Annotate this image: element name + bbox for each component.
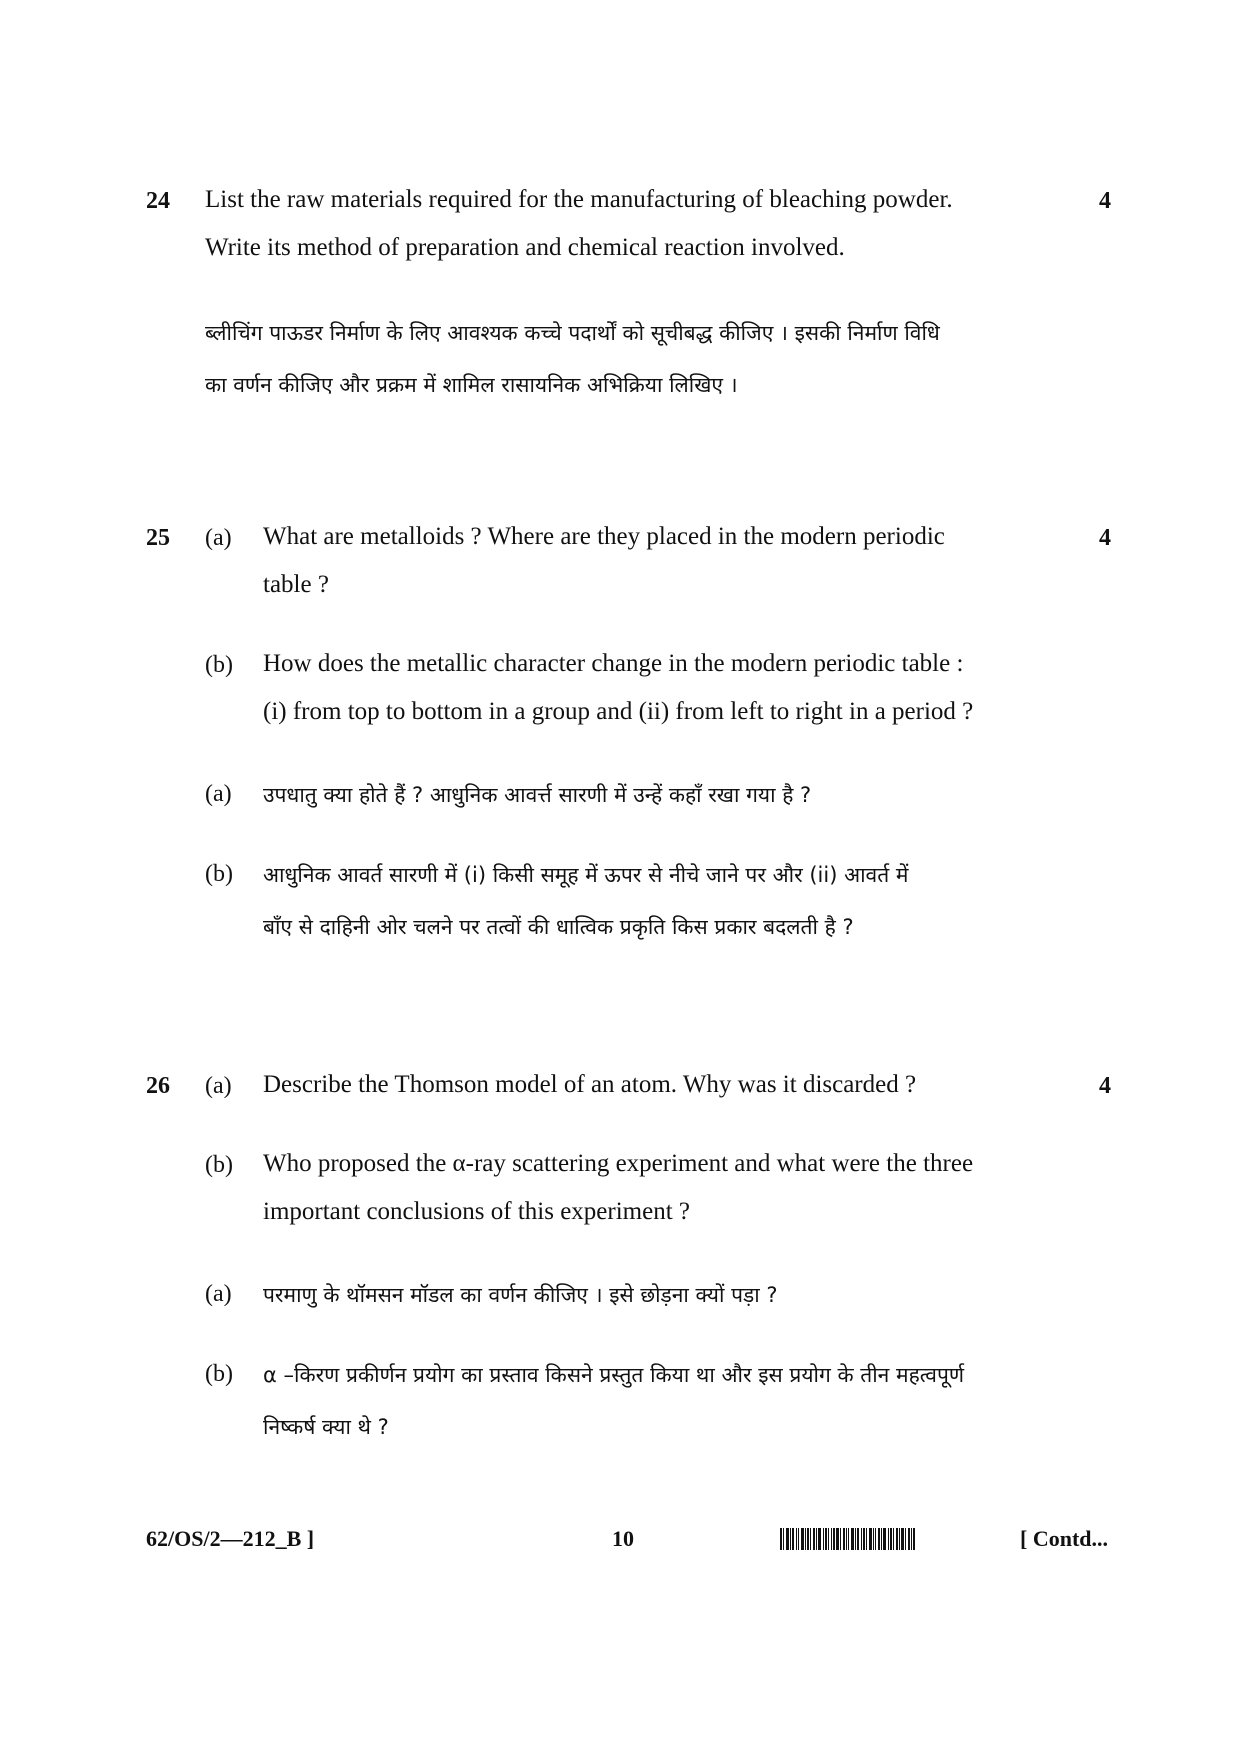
question-marks: 4 xyxy=(1099,525,1111,551)
question-text-en: List the raw materials required for the manufacturing of bleaching powder. xyxy=(205,186,953,213)
question-text-en: important conclusions of this experiment ? xyxy=(263,1198,690,1225)
question-marks: 4 xyxy=(1099,1073,1111,1099)
question-text-en: Describe the Thomson model of an atom. Why was it discarded ? xyxy=(263,1071,917,1098)
paper-code: 62/OS/2—212_B ] xyxy=(146,1526,315,1551)
question-text-hi: निष्कर्ष क्या थे ? xyxy=(263,1415,389,1439)
question-text-en: table ? xyxy=(263,571,329,598)
part-label: (b) xyxy=(205,652,233,678)
question-text-en: Write its method of preparation and chemical reaction involved. xyxy=(205,234,845,261)
part-label: (a) xyxy=(205,525,232,551)
question-number: 25 xyxy=(146,525,170,551)
question-text-en: Who proposed the α-ray scattering experiment and what were the three xyxy=(263,1150,974,1177)
contd-label: [ Contd... xyxy=(1020,1526,1109,1551)
part-label: (b) xyxy=(205,861,233,887)
question-text-hi: ब्लीचिंग पाऊडर निर्माण के लिए आवश्यक कच्चे पदार्थों को सूचीबद्ध कीजिए । इसकी निर्माण विधि xyxy=(205,321,940,345)
part-label: (a) xyxy=(205,1281,232,1307)
question-text-en: (i) from top to bottom in a group and (ii) from left to right in a period ? xyxy=(263,698,974,725)
question-number: 26 xyxy=(146,1073,170,1099)
part-label: (b) xyxy=(205,1152,233,1178)
question-text-hi: आधुनिक आवर्त सारणी में (i) किसी समूह में ऊपर से नीचे जाने पर और (ii) आवर्त में xyxy=(263,863,909,887)
question-text-hi: उपधातु क्या होते हैं ? आधुनिक आवर्त्त सारणी में उन्हें कहाँ रखा गया है ? xyxy=(263,783,812,807)
question-text-en: How does the metallic character change in the modern periodic table : xyxy=(263,650,964,677)
question-number: 24 xyxy=(146,188,170,214)
question-text-hi: बाँए से दाहिनी ओर चलने पर तत्वों की धात्विक प्रकृति किस प्रकार बदलती है ? xyxy=(263,915,854,939)
question-marks: 4 xyxy=(1099,188,1111,214)
page-number: 10 xyxy=(612,1526,634,1551)
part-label: (b) xyxy=(205,1361,233,1387)
part-label: (a) xyxy=(205,1073,232,1099)
question-text-hi: α –किरण प्रकीर्णन प्रयोग का प्रस्ताव किसने प्रस्तुत किया था और इस प्रयोग के तीन महत्वपूर्ण xyxy=(263,1363,965,1387)
question-text-en: What are metalloids ? Where are they placed in the modern periodic xyxy=(263,523,945,550)
barcode xyxy=(780,1528,1002,1550)
part-label: (a) xyxy=(205,781,232,807)
question-text-hi: का वर्णन कीजिए और प्रक्रम में शामिल रासायनिक अभिक्रिया लिखिए । xyxy=(205,373,738,397)
question-text-hi: परमाणु के थॉमसन मॉडल का वर्णन कीजिए । इसे छोड़ना क्यों पड़ा ? xyxy=(263,1283,778,1307)
